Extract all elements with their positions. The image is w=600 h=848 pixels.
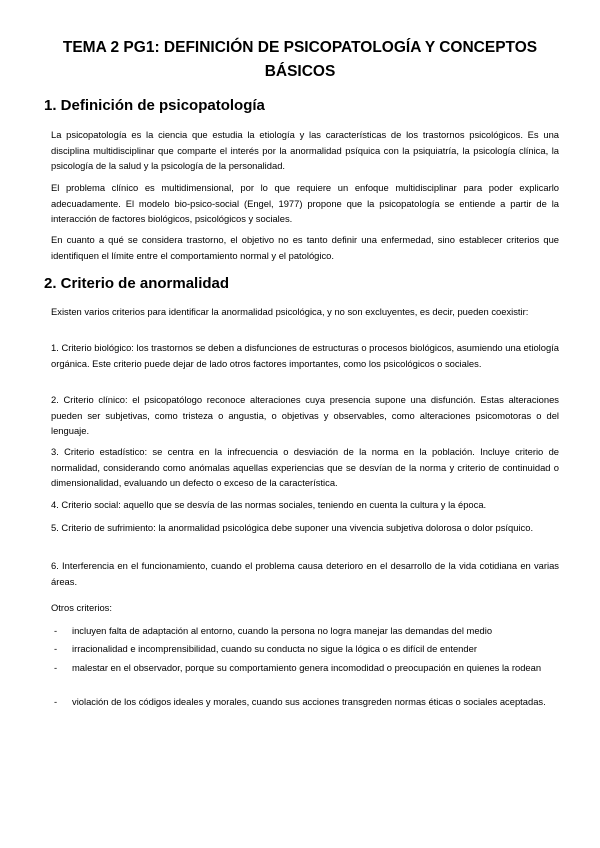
criterion-sufrimiento: 5. Criterio de sufrimiento: la anormalidad psicológica debe suponer una vivencia subjetiva dolorosa o dolor psíquico. [51,522,534,533]
bullet-marker: - [54,643,58,654]
otros-criterios-label: Otros criterios: [51,602,112,613]
bullet-marker: - [54,625,58,636]
list-item-text: incluyen falta de adaptación al entorno, cuando la persona no logra manejar las demandas del medio [72,625,493,636]
paragraph: Existen varios criterios para identificar la anormalidad psicológica, y no son excluyentes, es decir, pueden coexistir: [51,306,529,317]
paragraph: La psicopatología es la ciencia que estudia la etiología y las características de los trastornos psicológicos. Es una disciplina multidisciplinar que comparte el interés por la anormalidad psíquica con la psiquiatría, la psicología clínica, la psicología de la salud y la psicología de la personalidad. [51,129,559,171]
list-item-text: irracionalidad e incomprensibilidad, cuando su conducta no sigue la lógica o es difícil de entender [72,643,477,654]
criterion-social: 4. Criterio social: aquello que se desvía de las normas sociales, teniendo en cuenta la cultura y la época. [51,499,487,510]
criterion-clinico: 2. Criterio clínico: el psicopatólogo reconoce alteraciones cuya presencia supone una disfunción. Estas alteraciones pueden ser subjetivas, como tristeza o angustia, o objetivas y observables, como alteraciones psicomotoras o del lenguaje. [51,394,559,436]
bullet-marker: - [54,662,58,673]
criterion-biologico: 1. Criterio biológico: los trastornos se deben a disfunciones de estructuras o procesos biológicos, asumiendo una etiología orgánica. Este criterio puede dejar de lado otros factores importantes, como los psicológicos o sociales. [51,342,559,369]
paragraph: En cuanto a qué se considera trastorno, el objetivo no es tanto definir una enfermedad, sino establecer criterios que identifiquen el límite entre el comportamiento normal y el patológico. [51,234,559,261]
document-title: TEMA 2 PG1: DEFINICIÓN DE PSICOPATOLOGÍA Y CONCEPTOS BÁSICOS [62,39,538,80]
list-item-text: violación de los códigos ideales y morales, cuando sus acciones transgreden normas éticas o sociales aceptadas. [72,696,546,707]
section-heading-anormalidad: 2. Criterio de anormalidad [44,275,230,292]
section-heading-definicion: 1. Definición de psicopatología [44,97,265,114]
criterion-estadistico: 3. Criterio estadístico: se centra en la infrecuencia o desviación de la norma en la población. Incluye criterio de normalidad, considerando como anómalas aquellas experiencias que se desvían de la norma y criterio de continuidad o dimensionalidad, evaluando un defecto o exceso de la característica. [51,446,559,488]
bullet-marker: - [54,696,58,707]
paragraph: El problema clínico es multidimensional, por lo que requiere un enfoque multidisciplinar para poder explicarlo adecuadamente. El modelo bio-psico-social (Engel, 1977) propone que la psicopatología se entiende a partir de la interacción de factores biológicos, psicológicos y sociales. [51,182,559,224]
criterion-interferencia: 6. Interferencia en el funcionamiento, cuando el problema causa deterioro en el desarrollo de la vida cotidiana en varias áreas. [51,560,559,587]
list-item-text: malestar en el observador, porque su comportamiento genera incomodidad o preocupación en quienes la rodean [72,662,542,673]
